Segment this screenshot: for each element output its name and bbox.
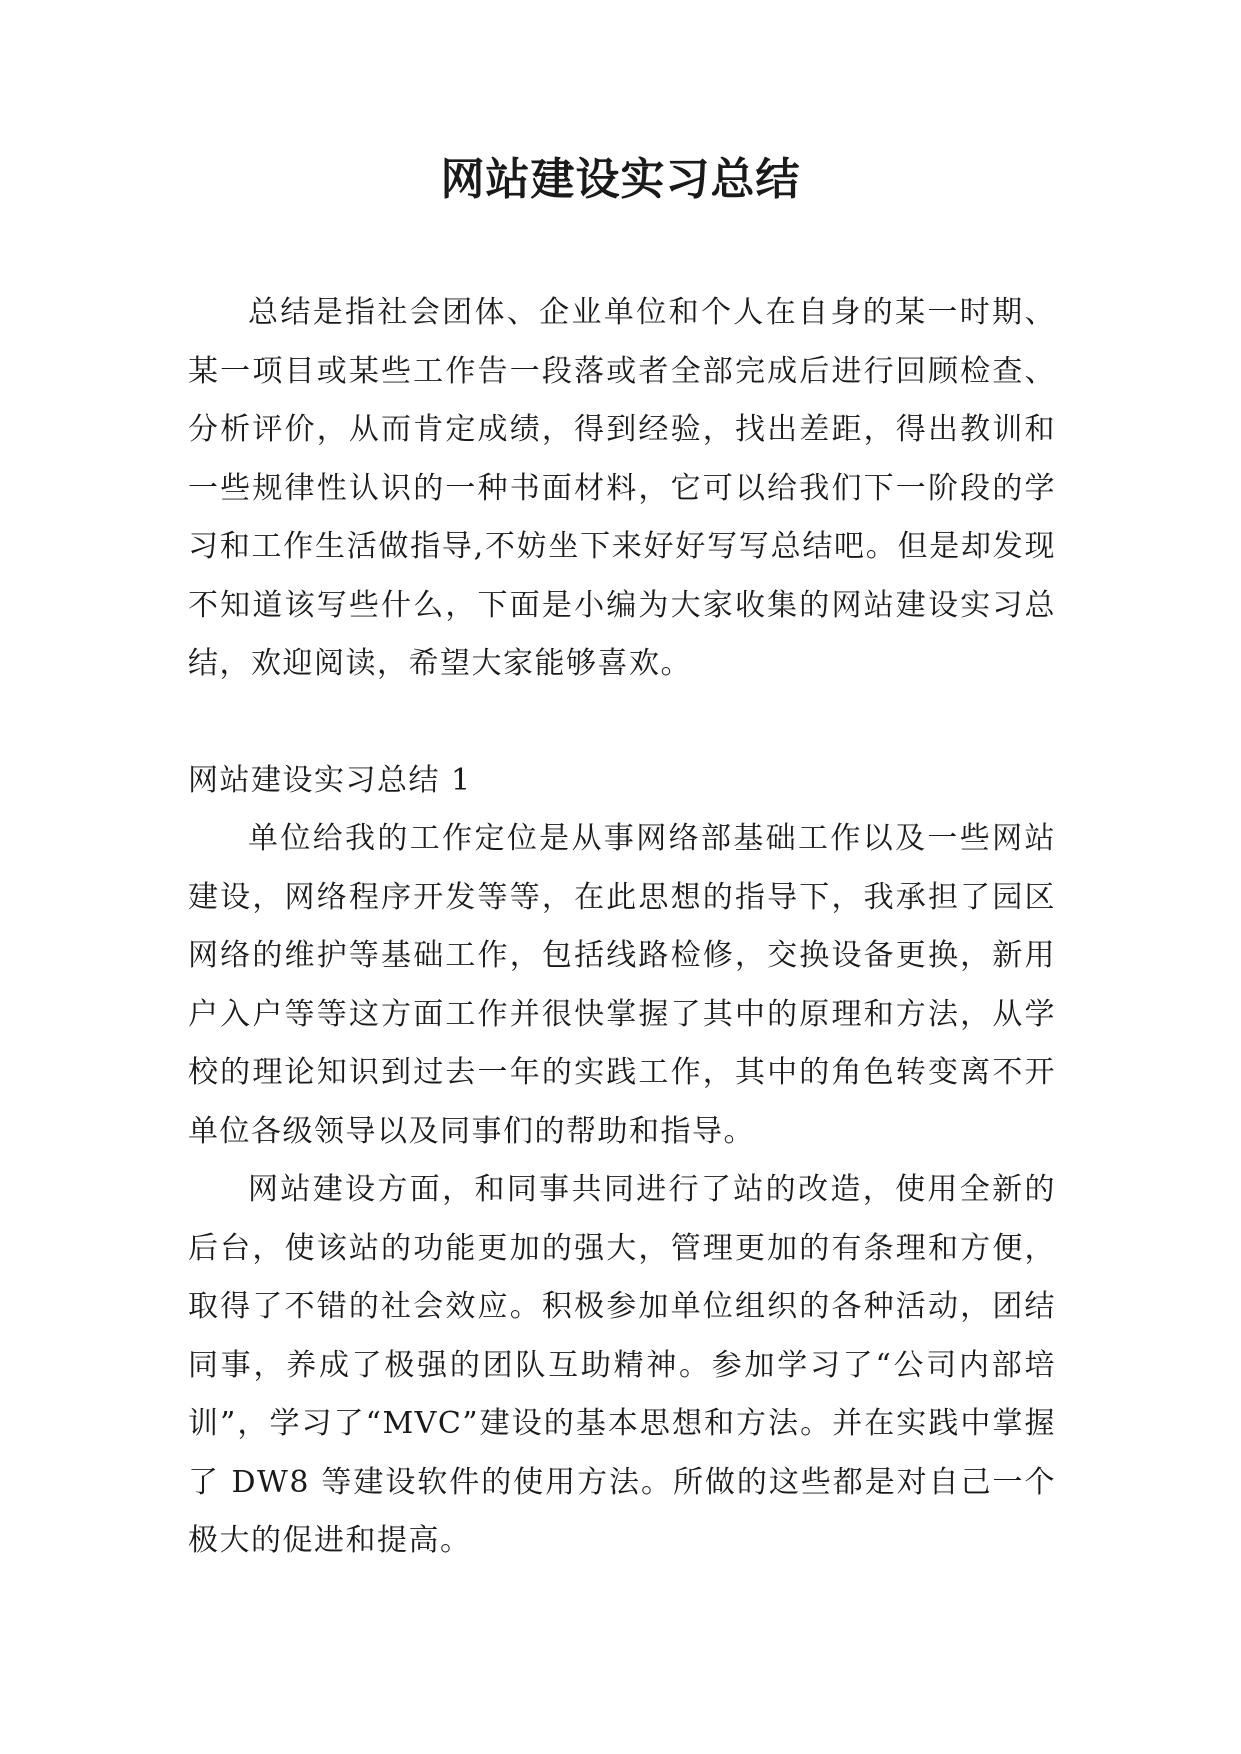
- section-heading: 网站建设实习总结 1: [188, 762, 472, 798]
- section-1: [188, 752, 1056, 1571]
- section-paragraph: 网站建设方面，和同事共同进行了站的改造，使用全新的后台，使该站的功能更加的强大，管理更加的有条理和方便，取得了不错的社会效应。积极参加单位组织的各种活动，团结同事，养成了极强的团队互助精神。参加学习了“公司内部培训”，学习了“MVC”建设的基本思想和方法。并在实践中掌握了 DW8 等建设软件的使用方法。所做的这些都是对自己一个极大的促进和提高。: [188, 1172, 1056, 1558]
- intro-paragraph: 总结是指社会团体、企业单位和个人在自身的某一时期、某一项目或某些工作告一段落或者全部完成后进行回顾检查、分析评价，从而肯定成绩，得到经验，找出差距，得出教训和一些规律性认识的一种书面材料，它可以给我们下一阶段的学习和工作生活做指导,不妨坐下来好好写写总结吧。但是却发现不知道该写些什么，下面是小编为大家收集的网站建设实习总结，欢迎阅读，希望大家能够喜欢。: [188, 295, 1056, 681]
- document-title: 网站建设实习总结: [440, 154, 801, 205]
- document-body: [188, 284, 1056, 1571]
- section-paragraph: 单位给我的工作定位是从事网络部基础工作以及一些网站建设，网络程序开发等等，在此思想的指导下，我承担了园区网络的维护等基础工作，包括线路检修，交换设备更换，新用户入户等等这方面工作并很快掌握了其中的原理和方法，从学校的理论知识到过去一年的实践工作，其中的角色转变离不开单位各级领导以及同事们的帮助和指导。: [188, 821, 1056, 1149]
